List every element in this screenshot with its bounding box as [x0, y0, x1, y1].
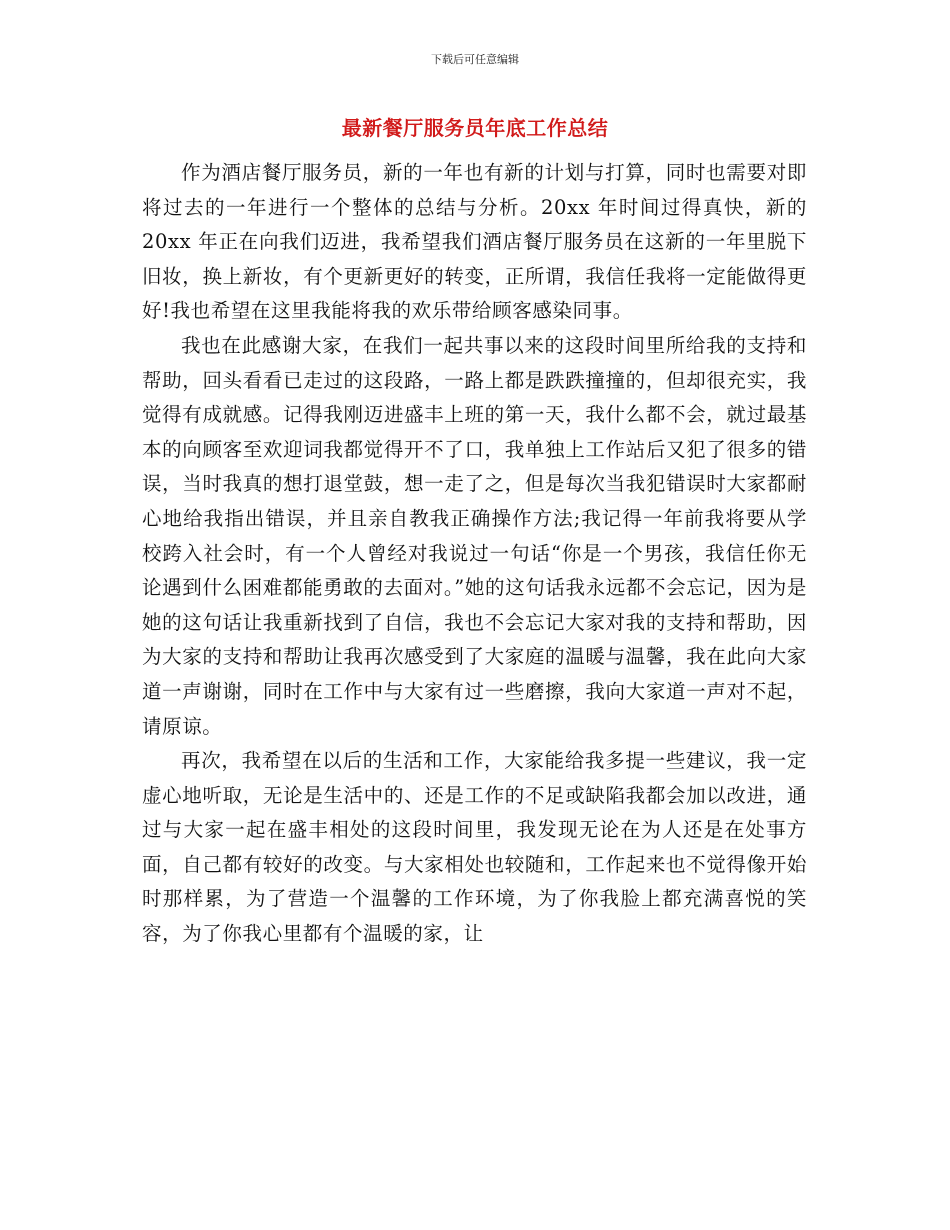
page-title: 最新餐厅服务员年底工作总结	[341, 116, 609, 140]
paragraph-1: 作为酒店餐厅服务员，新的一年也有新的计划与打算，同时也需要对即将过去的一年进行一个整体的总结与分析。20xx 年时间过得真快，新的 20xx 年正在向我们迈进，我希望我们酒店餐厅服务员在这新的一年里脱下旧妆，换上新妆，有个更新更好的转变，正所谓，我信任我将一定能做得更好!我也希望在这里我能将我的欢乐带给顾客感染同事。	[142, 161, 807, 323]
paragraph-3: 再次，我希望在以后的生活和工作，大家能给我多提一些建议，我一定虚心地听取，无论是生活中的、还是工作的不足或缺陷我都会加以改进，通过与大家一起在盛丰相处的这段时间里，我发现无论在为人还是在处事方面，自己都有较好的改变。与大家相处也较随和，工作起来也不觉得像开始时那样累，为了营造一个温馨的工作环境，为了你我脸上都充满喜悦的笑容，为了你我心里都有个温暖的家，让	[142, 749, 807, 946]
header-note: 下载后可任意编辑	[431, 53, 519, 66]
document-body	[142, 156, 807, 952]
paragraph-2: 我也在此感谢大家，在我们一起共事以来的这段时间里所给我的支持和帮助，回头看看已走过的这段路，一路上都是跌跌撞撞的，但却很充实，我觉得有成就感。记得我刚迈进盛丰上班的第一天，我什么都不会，就过最基本的向顾客至欢迎词我都觉得开不了口，我单独上工作站后又犯了很多的错误，当时我真的想打退堂鼓，想一走了之，但是每次当我犯错误时大家都耐心地给我指出错误，并且亲自教我正确操作方法;我记得一年前我将要从学校跨入社会时，有一个人曾经对我说过一句话“你是一个男孩，我信任你无论遇到什么困难都能勇敢的去面对。”她的这句话我永远都不会忘记，因为是她的这句话让我重新找到了自信，我也不会忘记大家对我的支持和帮助，因为大家的支持和帮助让我再次感受到了大家庭的温暖与温馨，我在此向大家道一声谢谢，同时在工作中与大家有过一些磨擦，我向大家道一声对不起，请原谅。	[142, 333, 807, 738]
